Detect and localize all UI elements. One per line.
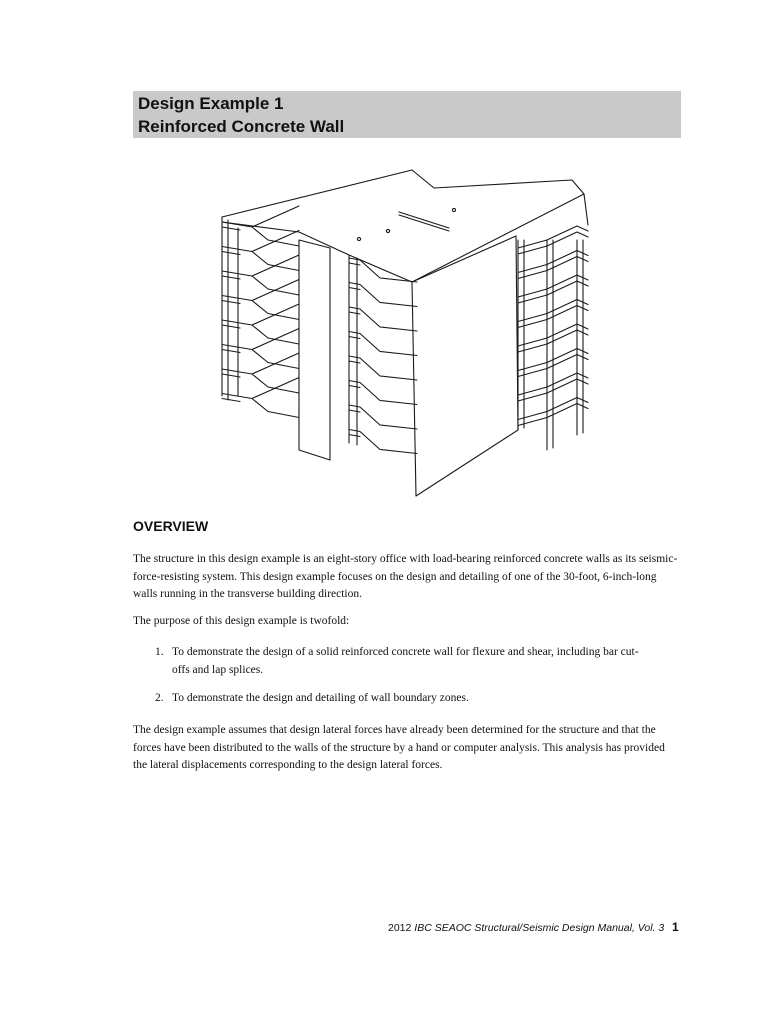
roof-opening	[357, 237, 360, 240]
floor-slab-edge	[349, 283, 417, 307]
floor-slab-edge	[222, 345, 299, 369]
floor-slab-edge	[222, 369, 299, 393]
floor-slab-edge	[222, 271, 299, 295]
floor-slab-edge	[222, 296, 299, 320]
floor-slab-edge	[222, 374, 240, 377]
overview-paragraph-2: The purpose of this design example is twofold:	[133, 615, 350, 627]
floor-slab-line	[252, 231, 299, 252]
floor-slab-edge	[222, 247, 299, 271]
floor-slab-line	[252, 329, 299, 350]
floor-slab-line	[252, 353, 299, 374]
overview-paragraph-1: The structure in this design example is an eight-story office with load-bearing reinforced concrete walls as its seismic-force-resisting system. This design example focuses on the design and detailing of one of the 30-foot, 6-inch-long walls running in the transverse building direction.	[133, 553, 678, 600]
floor-slab-edge	[349, 356, 417, 380]
frame-column	[584, 194, 588, 225]
floor-slab-line	[252, 378, 299, 399]
list-item-text: To demonstrate the design of a solid reinforced concrete wall for flexure and shear, including bar cut-offs and lap splices.	[172, 646, 639, 676]
floor-slab-edge	[349, 307, 417, 331]
overview-paragraph-3: The design example assumes that design lateral forces have already been determined for the structure and that the forces have been distributed to the walls of the structure by a hand or computer analysis. This analysis has provided the lateral displacements corresponding to the design lateral forces.	[133, 724, 665, 771]
floor-slab-line	[252, 280, 299, 301]
floor-slab-edge	[349, 337, 360, 339]
floor-slab-edge	[349, 405, 417, 429]
building-isometric-illustration	[212, 160, 602, 500]
floor-slab-edge	[349, 361, 360, 363]
design-example-number: Design Example 1	[138, 94, 284, 113]
floor-slab-edge	[222, 301, 240, 304]
floor-slab-edge	[222, 252, 240, 255]
floor-slab-edge	[349, 263, 360, 265]
list-item	[155, 690, 655, 708]
shear-wall-panel	[299, 240, 330, 460]
page-number: 1	[672, 920, 679, 934]
section-heading-overview: OVERVIEW	[133, 518, 209, 534]
floor-slab-edge	[222, 227, 240, 230]
roof-slot	[399, 212, 449, 228]
floor-slab-edge	[222, 320, 299, 344]
list-item-text: To demonstrate the design and detailing of wall boundary zones.	[172, 692, 469, 704]
floor-slab-edge	[222, 222, 299, 246]
roof-opening	[386, 229, 389, 232]
list-item-number: 1.	[155, 646, 164, 658]
design-example-title: Reinforced Concrete Wall	[138, 117, 345, 136]
floor-slab-edge	[222, 399, 240, 402]
floor-slab-edge	[349, 312, 360, 314]
floor-slab-edge	[349, 430, 417, 454]
footer-year: 2012	[388, 922, 412, 934]
floor-slab-edge	[222, 276, 240, 279]
footer-publication: IBC SEAOC Structural/Seismic Design Manual, Vol. 3	[414, 922, 665, 934]
title-banner	[133, 91, 681, 138]
roof-slot	[399, 215, 449, 231]
floor-slab-edge	[349, 410, 360, 412]
floor-slab-line	[252, 255, 299, 276]
floor-slab-edge	[349, 386, 360, 388]
list-item	[155, 644, 655, 679]
floor-slab-edge	[349, 381, 417, 405]
floor-slab-edge	[222, 350, 240, 353]
floor-slab-line	[252, 304, 299, 325]
floor-slab-edge	[222, 394, 299, 418]
floor-slab-edge	[349, 288, 360, 290]
floor-slab-line	[252, 206, 299, 227]
list-item-number: 2.	[155, 692, 164, 704]
floor-slab-edge	[222, 325, 240, 328]
floor-slab-edge	[349, 435, 360, 437]
floor-slab-edge	[349, 332, 417, 356]
roof-opening	[452, 208, 455, 211]
shear-wall-panel	[412, 236, 518, 496]
footer-citation	[388, 922, 688, 934]
